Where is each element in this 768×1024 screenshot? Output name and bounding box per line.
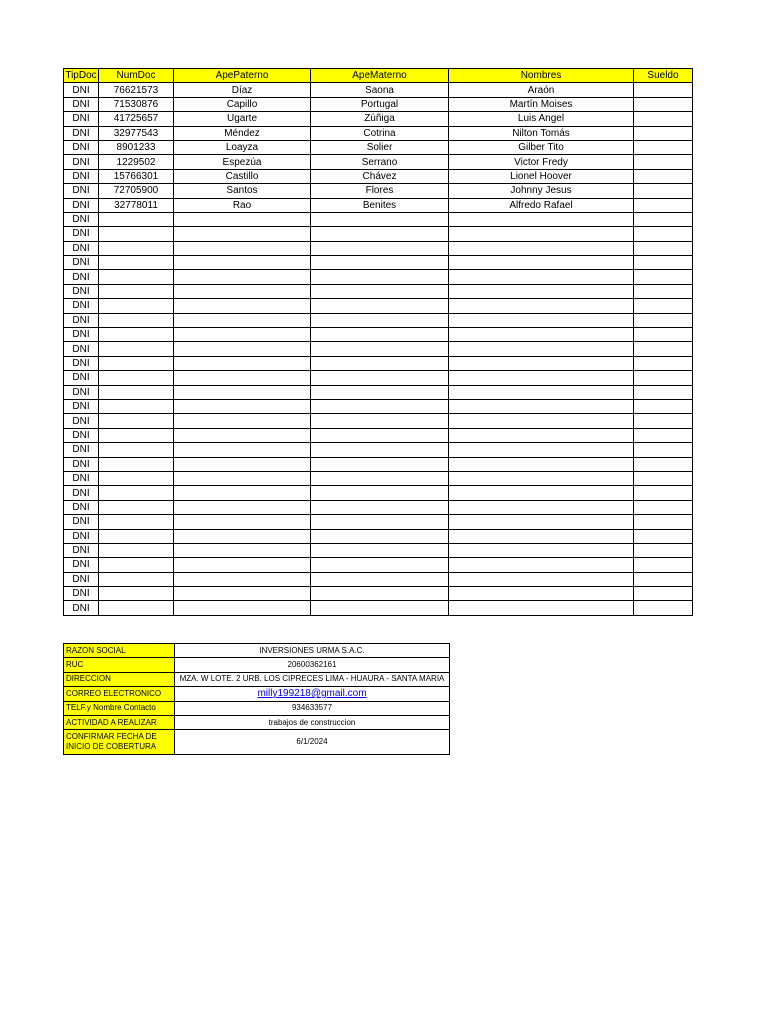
cell-apepaterno[interactable] — [174, 385, 311, 399]
cell-nombres[interactable] — [449, 414, 634, 428]
cell-tipdoc[interactable]: DNI — [64, 97, 99, 111]
table-row — [64, 155, 693, 169]
cell-nombres[interactable] — [449, 428, 634, 442]
cell-nombres[interactable] — [449, 500, 634, 514]
table-row — [64, 140, 693, 154]
header-tipdoc: TipDoc — [65, 70, 97, 82]
table-row — [64, 385, 693, 399]
cell-tipdoc[interactable]: DNI — [64, 342, 99, 356]
cell-apematerno[interactable]: Flores — [311, 184, 449, 198]
cell-numdoc[interactable] — [99, 543, 174, 557]
cell-apematerno[interactable] — [311, 543, 449, 557]
cell-nombres[interactable] — [449, 572, 634, 586]
table-row — [64, 356, 693, 370]
cell-sueldo[interactable] — [634, 558, 693, 572]
table-row — [64, 500, 693, 514]
cell-apematerno[interactable] — [311, 371, 449, 385]
cell-nombres[interactable]: Luis Angel — [449, 112, 634, 126]
cell-tipdoc[interactable]: DNI — [64, 587, 99, 601]
cell-sueldo[interactable] — [634, 572, 693, 586]
cell-sueldo[interactable] — [634, 371, 693, 385]
cell-numdoc[interactable]: 1229502 — [99, 155, 174, 169]
cell-apepaterno[interactable] — [174, 256, 311, 270]
fecha-value: 6/1/2024 — [175, 730, 450, 755]
cell-apematerno[interactable]: Zúñiga — [311, 112, 449, 126]
cell-sueldo[interactable] — [634, 342, 693, 356]
cell-apepaterno[interactable]: Capillo — [174, 97, 311, 111]
cell-numdoc[interactable] — [99, 529, 174, 543]
cell-numdoc[interactable] — [99, 443, 174, 457]
cell-nombres[interactable] — [449, 342, 634, 356]
cell-nombres[interactable]: Johnny Jesus — [449, 184, 634, 198]
cell-apepaterno[interactable] — [174, 299, 311, 313]
cell-numdoc[interactable]: 32977543 — [99, 126, 174, 140]
cell-tipdoc[interactable]: DNI — [64, 371, 99, 385]
cell-numdoc[interactable] — [99, 284, 174, 298]
cell-nombres[interactable] — [449, 227, 634, 241]
cell-apematerno[interactable]: Benites — [311, 198, 449, 212]
cell-numdoc[interactable]: 71530876 — [99, 97, 174, 111]
table-row — [64, 371, 693, 385]
cell-numdoc[interactable] — [99, 241, 174, 255]
direccion-label: DIRECCION — [64, 672, 175, 686]
table-row — [64, 428, 693, 442]
cell-apematerno[interactable] — [311, 515, 449, 529]
direccion-value: MZA. W LOTE. 2 URB. LOS CIPRECES LIMA - HUAURA - SANTA MARIA — [175, 672, 450, 686]
cell-tipdoc[interactable]: DNI — [64, 169, 99, 183]
cell-numdoc[interactable] — [99, 385, 174, 399]
cell-apematerno[interactable]: Portugal — [311, 97, 449, 111]
header-numdoc: NumDoc — [99, 69, 174, 83]
cell-apematerno[interactable] — [311, 471, 449, 485]
info-row-telf — [64, 701, 450, 715]
cell-nombres[interactable]: Martín Moises — [449, 97, 634, 111]
cell-apepaterno[interactable] — [174, 328, 311, 342]
cell-tipdoc[interactable]: DNI — [64, 198, 99, 212]
cell-sueldo[interactable] — [634, 83, 693, 97]
table-row — [64, 212, 693, 226]
cell-numdoc[interactable] — [99, 428, 174, 442]
cell-sueldo[interactable] — [634, 169, 693, 183]
cell-numdoc[interactable] — [99, 587, 174, 601]
cell-apepaterno[interactable] — [174, 486, 311, 500]
cell-nombres[interactable] — [449, 457, 634, 471]
table-row — [64, 342, 693, 356]
cell-tipdoc[interactable]: DNI — [64, 471, 99, 485]
cell-tipdoc[interactable]: DNI — [64, 270, 99, 284]
cell-sueldo[interactable] — [634, 515, 693, 529]
cell-apepaterno[interactable] — [174, 241, 311, 255]
cell-nombres[interactable] — [449, 241, 634, 255]
cell-apepaterno[interactable] — [174, 414, 311, 428]
info-row-direccion — [64, 672, 450, 686]
cell-tipdoc[interactable]: DNI — [64, 500, 99, 514]
table-row — [64, 169, 693, 183]
cell-apematerno[interactable] — [311, 587, 449, 601]
cell-nombres[interactable] — [449, 558, 634, 572]
cell-tipdoc[interactable]: DNI — [64, 140, 99, 154]
cell-tipdoc[interactable]: DNI — [64, 83, 99, 97]
cell-tipdoc[interactable]: DNI — [64, 155, 99, 169]
cell-apematerno[interactable] — [311, 356, 449, 370]
cell-apematerno[interactable] — [311, 256, 449, 270]
cell-numdoc[interactable] — [99, 270, 174, 284]
cell-apematerno[interactable] — [311, 385, 449, 399]
cell-sueldo[interactable] — [634, 486, 693, 500]
info-row-ruc — [64, 658, 450, 672]
cell-apematerno[interactable]: Cotrina — [311, 126, 449, 140]
cell-nombres[interactable] — [449, 212, 634, 226]
cell-sueldo[interactable] — [634, 126, 693, 140]
cell-tipdoc[interactable]: DNI — [64, 486, 99, 500]
table-row — [64, 270, 693, 284]
header-row — [64, 69, 693, 83]
cell-numdoc[interactable] — [99, 227, 174, 241]
cell-apematerno[interactable] — [311, 284, 449, 298]
razon-social-value: INVERSIONES URMA S.A.C. — [175, 644, 450, 658]
cell-apepaterno[interactable] — [174, 572, 311, 586]
cell-numdoc[interactable] — [99, 313, 174, 327]
cell-numdoc[interactable]: 15766301 — [99, 169, 174, 183]
cell-sueldo[interactable] — [634, 155, 693, 169]
cell-nombres[interactable] — [449, 328, 634, 342]
info-row-correo — [64, 687, 450, 701]
cell-tipdoc[interactable]: DNI — [64, 558, 99, 572]
cell-tipdoc[interactable]: DNI — [64, 543, 99, 557]
table-row — [64, 184, 693, 198]
cell-nombres[interactable] — [449, 601, 634, 615]
actividad-label: ACTIVIDAD A REALIZAR — [64, 715, 175, 729]
cell-tipdoc[interactable]: DNI — [64, 385, 99, 399]
table-row — [64, 328, 693, 342]
table-row — [64, 126, 693, 140]
cell-apepaterno[interactable]: Loayza — [174, 140, 311, 154]
cell-sueldo[interactable] — [634, 500, 693, 514]
cell-apematerno[interactable] — [311, 241, 449, 255]
table-row — [64, 457, 693, 471]
cell-nombres[interactable] — [449, 399, 634, 413]
table-row — [64, 486, 693, 500]
cell-sueldo[interactable] — [634, 529, 693, 543]
cell-sueldo[interactable] — [634, 457, 693, 471]
cell-tipdoc[interactable]: DNI — [64, 601, 99, 615]
cell-nombres[interactable]: Araón — [449, 83, 634, 97]
cell-tipdoc[interactable]: DNI — [64, 428, 99, 442]
cell-numdoc[interactable] — [99, 500, 174, 514]
cell-nombres[interactable] — [449, 486, 634, 500]
cell-sueldo[interactable] — [634, 313, 693, 327]
cell-tipdoc[interactable]: DNI — [64, 414, 99, 428]
cell-tipdoc[interactable]: DNI — [64, 356, 99, 370]
cell-apematerno[interactable] — [311, 299, 449, 313]
cell-apematerno[interactable] — [311, 328, 449, 342]
cell-nombres[interactable] — [449, 515, 634, 529]
cell-apepaterno[interactable] — [174, 471, 311, 485]
cell-apematerno[interactable]: Chávez — [311, 169, 449, 183]
cell-apepaterno[interactable] — [174, 342, 311, 356]
cell-sueldo[interactable] — [634, 471, 693, 485]
cell-apematerno[interactable]: Solier — [311, 140, 449, 154]
cell-numdoc[interactable] — [99, 256, 174, 270]
cell-sueldo[interactable] — [634, 270, 693, 284]
cell-sueldo[interactable] — [634, 385, 693, 399]
ruc-label: RUC — [64, 658, 175, 672]
cell-apematerno[interactable] — [311, 601, 449, 615]
cell-nombres[interactable] — [449, 284, 634, 298]
table-row — [64, 515, 693, 529]
cell-apepaterno[interactable] — [174, 443, 311, 457]
cell-apepaterno[interactable] — [174, 284, 311, 298]
cell-apematerno[interactable]: Serrano — [311, 155, 449, 169]
cell-apepaterno[interactable] — [174, 313, 311, 327]
cell-numdoc[interactable] — [99, 328, 174, 342]
cell-nombres[interactable] — [449, 270, 634, 284]
cell-tipdoc[interactable]: DNI — [64, 256, 99, 270]
info-row-razon-social — [64, 644, 450, 658]
table-row — [64, 558, 693, 572]
table-row — [64, 299, 693, 313]
cell-tipdoc[interactable]: DNI — [64, 227, 99, 241]
cell-apepaterno[interactable]: Espezúa — [174, 155, 311, 169]
cell-apepaterno[interactable] — [174, 428, 311, 442]
cell-sueldo[interactable] — [634, 543, 693, 557]
cell-nombres[interactable]: Nilton Tomás — [449, 126, 634, 140]
cell-sueldo[interactable] — [634, 256, 693, 270]
correo-label: CORREO ELECTRONICO — [64, 687, 175, 701]
table-row — [64, 399, 693, 413]
cell-numdoc[interactable] — [99, 399, 174, 413]
cell-nombres[interactable]: Gilber Tito — [449, 140, 634, 154]
cell-nombres[interactable] — [449, 313, 634, 327]
cell-sueldo[interactable] — [634, 399, 693, 413]
cell-apematerno[interactable] — [311, 486, 449, 500]
email-link[interactable]: milly199218@gmail.com — [257, 687, 367, 699]
cell-apepaterno[interactable]: Santos — [174, 184, 311, 198]
table-row — [64, 443, 693, 457]
cell-numdoc[interactable] — [99, 457, 174, 471]
cell-sueldo[interactable] — [634, 428, 693, 442]
cell-numdoc[interactable] — [99, 414, 174, 428]
cell-numdoc[interactable] — [99, 212, 174, 226]
cell-apepaterno[interactable] — [174, 515, 311, 529]
cell-numdoc[interactable]: 8901233 — [99, 140, 174, 154]
cell-sueldo[interactable] — [634, 112, 693, 126]
cell-sueldo[interactable] — [634, 140, 693, 154]
cell-nombres[interactable] — [449, 385, 634, 399]
cell-numdoc[interactable] — [99, 515, 174, 529]
cell-sueldo[interactable] — [634, 227, 693, 241]
cell-numdoc[interactable]: 72705900 — [99, 184, 174, 198]
cell-apematerno[interactable] — [311, 313, 449, 327]
cell-tipdoc[interactable]: DNI — [64, 112, 99, 126]
table-row — [64, 284, 693, 298]
cell-apepaterno[interactable]: Méndez — [174, 126, 311, 140]
header-apematerno: ApeMaterno — [311, 69, 449, 83]
cell-tipdoc[interactable]: DNI — [64, 572, 99, 586]
cell-tipdoc[interactable]: DNI — [64, 299, 99, 313]
cell-apematerno[interactable]: Saona — [311, 83, 449, 97]
table-row — [64, 313, 693, 327]
cell-tipdoc[interactable]: DNI — [64, 443, 99, 457]
cell-numdoc[interactable] — [99, 558, 174, 572]
cell-sueldo[interactable] — [634, 443, 693, 457]
cell-tipdoc[interactable]: DNI — [64, 529, 99, 543]
cell-nombres[interactable] — [449, 299, 634, 313]
cell-apematerno[interactable] — [311, 558, 449, 572]
cell-apepaterno[interactable] — [174, 399, 311, 413]
cell-tipdoc[interactable]: DNI — [64, 457, 99, 471]
header-nombres: Nombres — [449, 69, 634, 83]
cell-apematerno[interactable] — [311, 414, 449, 428]
cell-numdoc[interactable] — [99, 471, 174, 485]
telf-label: TELF.y Nombre Contacto — [64, 701, 175, 715]
cell-apepaterno[interactable]: Castillo — [174, 169, 311, 183]
cell-sueldo[interactable] — [634, 184, 693, 198]
cell-sueldo[interactable] — [634, 198, 693, 212]
cell-nombres[interactable] — [449, 529, 634, 543]
cell-apepaterno[interactable] — [174, 500, 311, 514]
table-row — [64, 241, 693, 255]
cell-numdoc[interactable]: 32778011 — [99, 198, 174, 212]
cell-tipdoc[interactable]: DNI — [64, 212, 99, 226]
cell-numdoc[interactable] — [99, 601, 174, 615]
cell-sueldo[interactable] — [634, 284, 693, 298]
cell-apematerno[interactable] — [311, 443, 449, 457]
cell-tipdoc[interactable]: DNI — [64, 515, 99, 529]
cell-apematerno[interactable] — [311, 572, 449, 586]
cell-apematerno[interactable] — [311, 270, 449, 284]
cell-sueldo[interactable] — [634, 212, 693, 226]
cell-apepaterno[interactable] — [174, 529, 311, 543]
cell-nombres[interactable] — [449, 543, 634, 557]
table-row — [64, 543, 693, 557]
cell-apepaterno[interactable] — [174, 587, 311, 601]
cell-sueldo[interactable] — [634, 328, 693, 342]
table-row — [64, 83, 693, 97]
actividad-value: trabajos de construccion — [175, 715, 450, 729]
cell-tipdoc[interactable]: DNI — [64, 126, 99, 140]
cell-nombres[interactable] — [449, 587, 634, 601]
cell-tipdoc[interactable]: DNI — [64, 313, 99, 327]
cell-apematerno[interactable] — [311, 342, 449, 356]
table-row — [64, 227, 693, 241]
header-sueldo: Sueldo — [634, 69, 693, 83]
info-row-fecha — [64, 730, 450, 755]
cell-apepaterno[interactable] — [174, 227, 311, 241]
cell-apepaterno[interactable] — [174, 371, 311, 385]
cell-apepaterno[interactable]: Ugarte — [174, 112, 311, 126]
info-row-actividad — [64, 715, 450, 729]
cell-tipdoc[interactable]: DNI — [64, 284, 99, 298]
cell-tipdoc[interactable]: DNI — [64, 328, 99, 342]
table-row — [64, 529, 693, 543]
cell-numdoc[interactable] — [99, 371, 174, 385]
cell-apematerno[interactable] — [311, 500, 449, 514]
table-row — [64, 572, 693, 586]
cell-nombres[interactable] — [449, 471, 634, 485]
cell-apepaterno[interactable] — [174, 212, 311, 226]
cell-numdoc[interactable]: 41725657 — [99, 112, 174, 126]
employee-table — [63, 68, 693, 616]
cell-tipdoc[interactable]: DNI — [64, 399, 99, 413]
table-row — [64, 414, 693, 428]
cell-apepaterno[interactable]: Rao — [174, 198, 311, 212]
cell-tipdoc[interactable]: DNI — [64, 241, 99, 255]
razon-social-label: RAZON SOCIAL — [64, 644, 175, 658]
cell-numdoc[interactable] — [99, 486, 174, 500]
cell-apepaterno[interactable] — [174, 270, 311, 284]
cell-nombres[interactable] — [449, 443, 634, 457]
cell-sueldo[interactable] — [634, 241, 693, 255]
cell-tipdoc[interactable]: DNI — [64, 184, 99, 198]
cell-apepaterno[interactable] — [174, 457, 311, 471]
cell-sueldo[interactable] — [634, 587, 693, 601]
cell-apematerno[interactable] — [311, 227, 449, 241]
cell-numdoc[interactable] — [99, 299, 174, 313]
cell-apepaterno[interactable] — [174, 558, 311, 572]
cell-nombres[interactable]: Alfredo Rafael — [449, 198, 634, 212]
cell-numdoc[interactable] — [99, 572, 174, 586]
cell-nombres[interactable] — [449, 371, 634, 385]
table-row — [64, 97, 693, 111]
table-row — [64, 471, 693, 485]
cell-apepaterno[interactable]: Díaz — [174, 83, 311, 97]
table-row — [64, 198, 693, 212]
table-row — [64, 256, 693, 270]
cell-apematerno[interactable] — [311, 529, 449, 543]
cell-nombres[interactable]: Victor Fredy — [449, 155, 634, 169]
cell-sueldo[interactable] — [634, 601, 693, 615]
table-row — [64, 112, 693, 126]
cell-apepaterno[interactable] — [174, 356, 311, 370]
cell-nombres[interactable] — [449, 256, 634, 270]
cell-sueldo[interactable] — [634, 414, 693, 428]
telf-value: 934633577 — [175, 701, 450, 715]
cell-sueldo[interactable] — [634, 97, 693, 111]
cell-nombres[interactable] — [449, 356, 634, 370]
table-row — [64, 601, 693, 615]
ruc-value: 20600362161 — [175, 658, 450, 672]
cell-apematerno[interactable] — [311, 399, 449, 413]
cell-numdoc[interactable] — [99, 356, 174, 370]
cell-apepaterno[interactable] — [174, 601, 311, 615]
company-info-table — [63, 643, 450, 755]
table-row — [64, 587, 693, 601]
cell-apematerno[interactable] — [311, 457, 449, 471]
cell-apematerno[interactable] — [311, 212, 449, 226]
cell-apematerno[interactable] — [311, 428, 449, 442]
cell-numdoc[interactable]: 76621573 — [99, 83, 174, 97]
fecha-label: CONFIRMAR FECHA DE INICIO DE COBERTURA — [64, 730, 175, 755]
cell-nombres[interactable]: Lionel Hoover — [449, 169, 634, 183]
cell-sueldo[interactable] — [634, 299, 693, 313]
cell-sueldo[interactable] — [634, 356, 693, 370]
cell-apepaterno[interactable] — [174, 543, 311, 557]
header-apepaterno: ApePaterno — [174, 69, 311, 83]
cell-numdoc[interactable] — [99, 342, 174, 356]
